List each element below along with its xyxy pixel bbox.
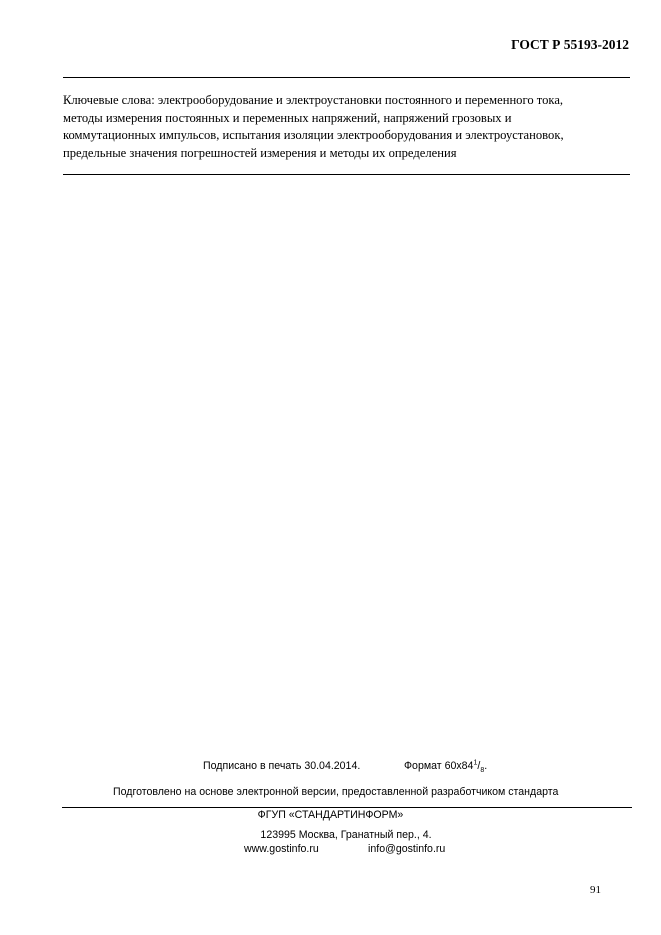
format-label: Формат 60x84 — [404, 760, 474, 772]
publisher-website[interactable]: www.gostinfo.ru — [244, 843, 319, 855]
signed-to-print: Подписано в печать 30.04.2014. — [203, 760, 361, 772]
keywords-paragraph — [63, 92, 638, 162]
paper-format: Формат $60x84^1/_8$. — [404, 759, 488, 775]
header-divider — [63, 77, 630, 78]
keywords-line: Ключевые слова: электрооборудование и электроустановки постоянного и переменного тока, — [63, 93, 564, 107]
keywords-line: методы измерения постоянных и переменных напряжений, напряжений грозовых и — [63, 110, 512, 125]
format-numerator: 1 — [473, 759, 478, 767]
keywords-divider — [63, 174, 630, 175]
format-denominator: 8 — [480, 767, 485, 775]
imprint-divider — [62, 807, 632, 808]
keywords-line: предельные значения погрешностей измерения и методы их определения — [63, 145, 457, 160]
prepared-note: Подготовлено на основе электронной версии, предоставленной разработчиком стандарта — [113, 786, 559, 798]
publisher-email[interactable]: info@gostinfo.ru — [368, 843, 446, 855]
publisher-name: ФГУП «СТАНДАРТИНФОРМ» — [257, 809, 404, 821]
standard-code: ГОСТ Р 55193-2012 — [511, 37, 629, 52]
page-number: 91 — [590, 884, 601, 896]
keywords-line: коммутационных импульсов, испытания изоляции электрооборудования и электроустановок, — [63, 128, 564, 142]
publisher-address: 123995 Москва, Гранатный пер., 4. — [260, 829, 432, 841]
format-suffix: . — [484, 760, 488, 772]
